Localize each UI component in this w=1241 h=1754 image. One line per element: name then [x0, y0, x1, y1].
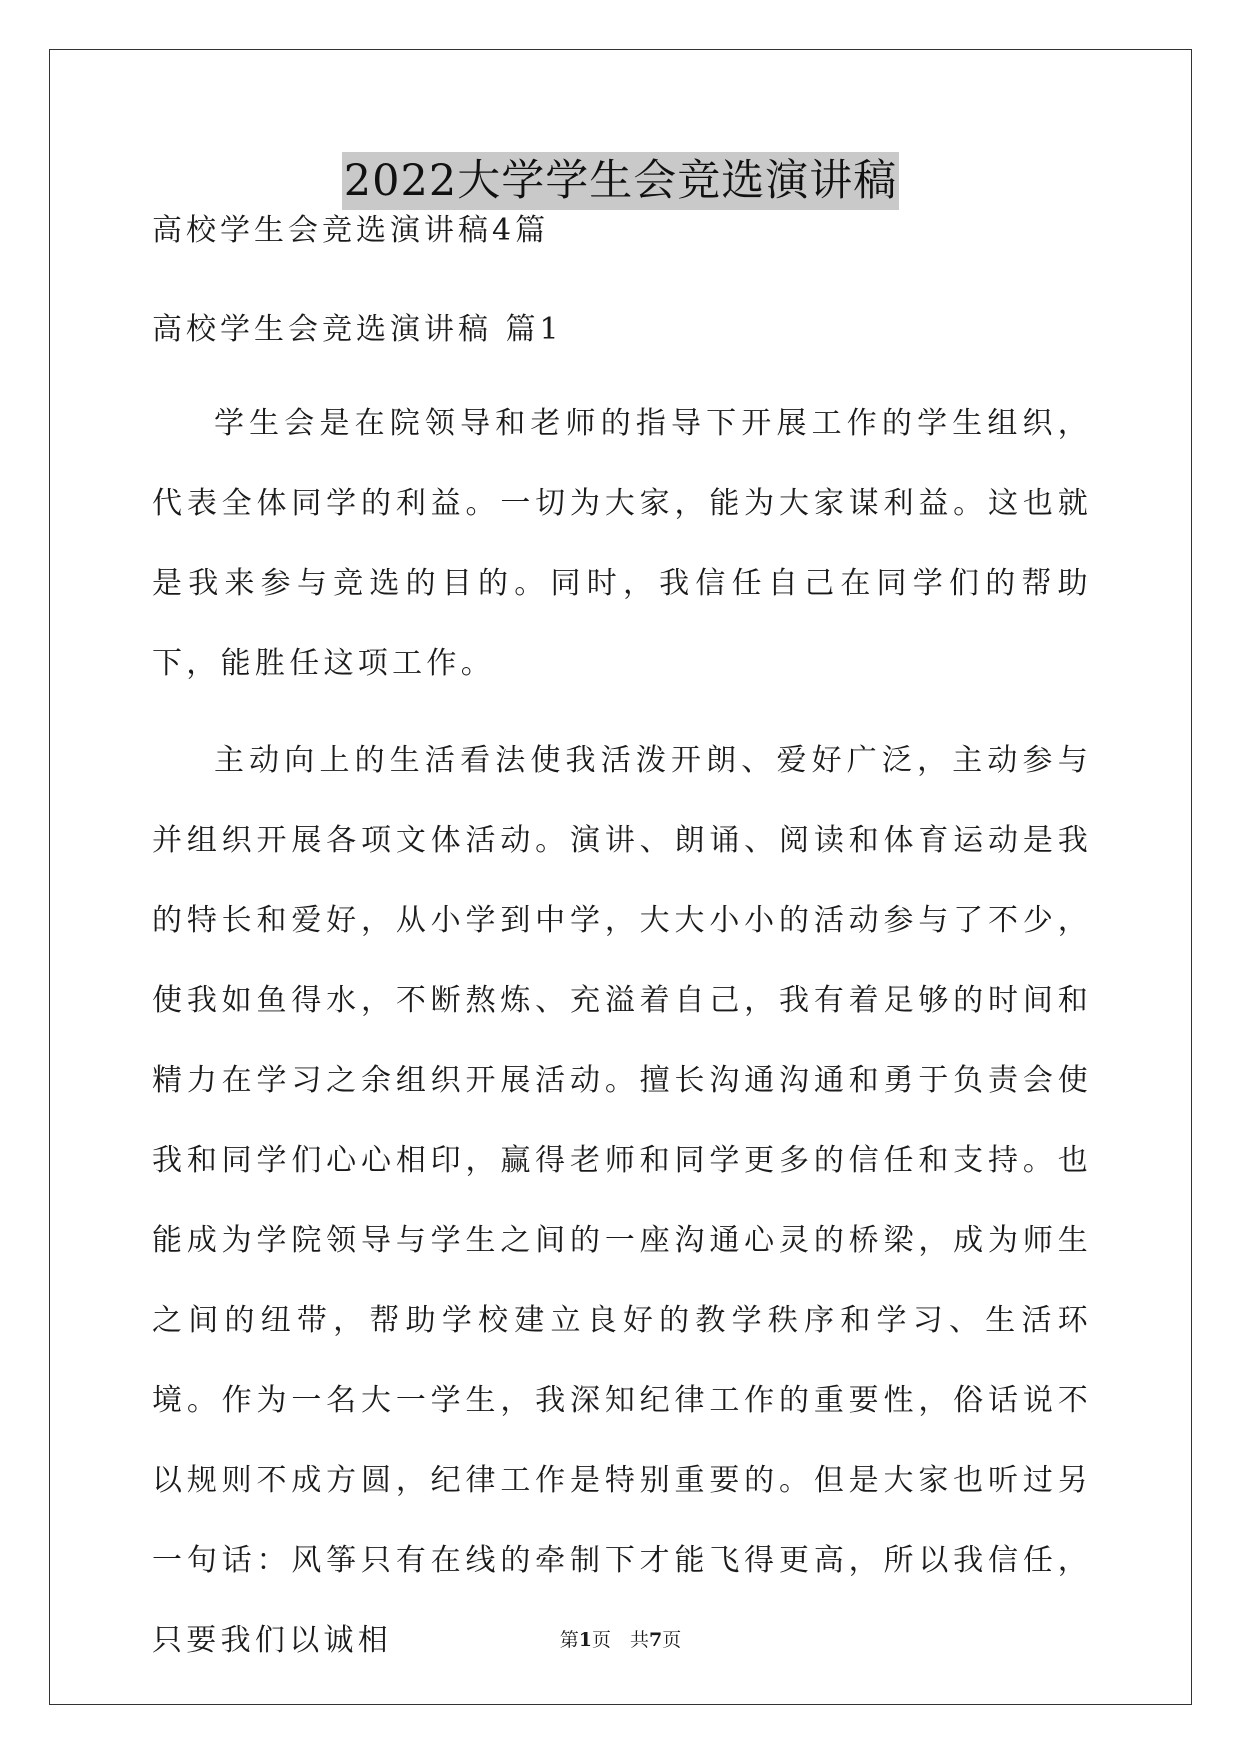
footer-mid: 页 共: [591, 1629, 649, 1651]
paragraph-2: 主动向上的生活看法使我活泼开朗、爱好广泛，主动参与并组织开展各项文体活动。演讲、朗诵、阅读和体育运动是我的特长和爱好，从小学到中学，大大小小的活动参与了不少，使我如鱼得水，不断熬炼、充溢着自己，我有着足够的时间和精力在学习之余组织开展活动。擅长沟通沟通和勇于负责会使我和同学们心心相印，赢得老师和同学更多的信任和支持。也能成为学院领导与学生之间的一座沟通心灵的桥梁，成为师生之间的纽带，帮助学校建立良好的教学秩序和学习、生活环境。作为一名大一学生，我深知纪律工作的重要性，俗话说不以规则不成方圆，纪律工作是特别重要的。但是大家也听过另一句话：风筝只有在线的牵制下才能飞得更高，所以我信任，只要我们以诚相: [152, 743, 1092, 1658]
document-subtitle: 高校学生会竞选演讲稿4篇: [152, 213, 550, 248]
footer-suffix: 页: [662, 1629, 682, 1651]
title-wrap: [0, 152, 1241, 210]
section-heading: 高校学生会竞选演讲稿 篇1: [152, 312, 563, 347]
footer-current-page: 1: [578, 1629, 592, 1651]
footer-prefix: 第: [559, 1629, 579, 1651]
footer-total-pages: 7: [649, 1629, 663, 1651]
paragraph-1: 学生会是在院领导和老师的指导下开展工作的学生组织，代表全体同学的利益。一切为大家，能为大家谋利益。这也就是我来参与竞选的目的。同时，我信任自己在同学们的帮助下，能胜任这项工作。: [152, 406, 1092, 681]
page-footer: [0, 1628, 1241, 1652]
document-title: 2022大学学生会竞选演讲稿: [342, 152, 899, 210]
